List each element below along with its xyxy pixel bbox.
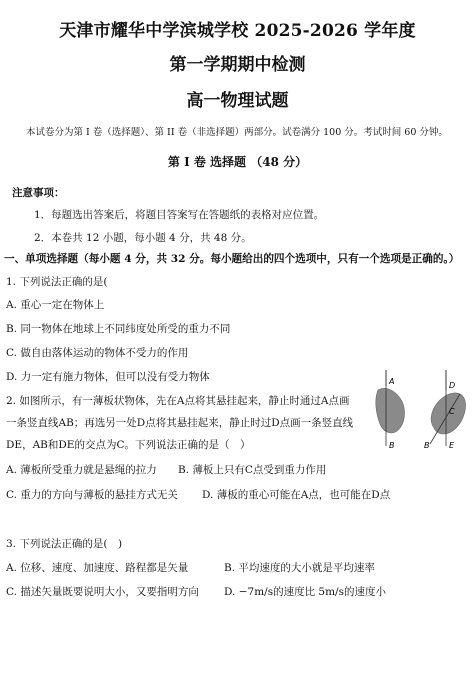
question-1-option-a: A. 重心一定在物体上 [6, 299, 105, 311]
term-title: 第一学期期中检测 [169, 55, 306, 75]
thin-plate [376, 388, 405, 433]
question-3-stem: 3. 下列说法正确的是( ) [6, 538, 123, 550]
plate-diagram [372, 368, 472, 450]
question-2-option-d: D. 薄板的重心可能在A点，也可能在D点 [202, 489, 391, 501]
figure-label-a: A [389, 377, 395, 386]
notice-title: 注意事项： [12, 187, 65, 199]
part1-heading: 第 I 卷 选择题 （48 分） [167, 155, 308, 169]
question-2-stem-line: DE，AB和DE的交点为C。下列说法正确的是（ ） [6, 439, 251, 451]
notice-item: 1．每题选出答案后，将题目答案写在答题纸的表格对应位置。 [34, 209, 325, 221]
question-3-option-d: D. −7m/s的速度比 5m/s的速度小 [224, 586, 386, 598]
question-2-option-c: C. 重力的方向与薄板的悬挂方式无关 [6, 489, 178, 501]
question-2-option-b: B. 薄板上只有C点受到重力作用 [178, 464, 327, 476]
question-1-option-d: D. 力一定有施力物体，但可以没有受力物体 [6, 371, 210, 383]
question-2-stem-line: 一条竖直线AB；再选另一处D点将其悬挂起来，静止时过D点画一条竖直线 [6, 417, 354, 429]
exam-intro: 本试卷分为第 I 卷（选择题）、第 II 卷（非选择题）两部分。试卷满分 100 分。考试时间 60 分钟。 [26, 127, 448, 138]
figure-label-d: D [449, 381, 456, 390]
question-1-stem: 1. 下列说法正确的是( [6, 276, 108, 288]
question-3-option-c: C. 描述矢量既要说明大小，又要指明方向 [6, 586, 199, 598]
figure-label-b2: B [424, 441, 430, 450]
question-2-stem-line: 2. 如图所示，有一薄板状物体，先在A点将其悬挂起来，静止时通过A点画 [6, 395, 350, 407]
question-3-option-a: A. 位移、速度、加速度、路程都是矢量 [6, 562, 189, 574]
figure-label-b: B [389, 441, 395, 450]
question-2-option-a: A. 薄板所受重力就是悬绳的拉力 [6, 464, 157, 476]
school-title: 天津市耀华中学滨城学校 2025-2026 学年度 [59, 21, 416, 41]
section1-heading: 一、单项选择题（每小题 4 分，共 32 分。每小题给出的四个选项中，只有一个选项是正确的。） [4, 253, 460, 265]
question-1-option-c: C. 做自由落体运动的物体不受力的作用 [6, 347, 189, 359]
question-3-option-b: B. 平均速度的大小就是平均速率 [224, 562, 375, 574]
notice-item: 2．本卷共 12 小题，每小题 4 分，共 48 分。 [34, 232, 252, 244]
question-1-option-b: B. 同一物体在地球上不同纬度处所受的重力不同 [6, 323, 231, 335]
figure-label-c: C [449, 407, 455, 416]
subject-title: 高一物理试题 [186, 91, 289, 111]
figure-label-e: E [449, 441, 455, 450]
suspension-figure [372, 368, 472, 450]
